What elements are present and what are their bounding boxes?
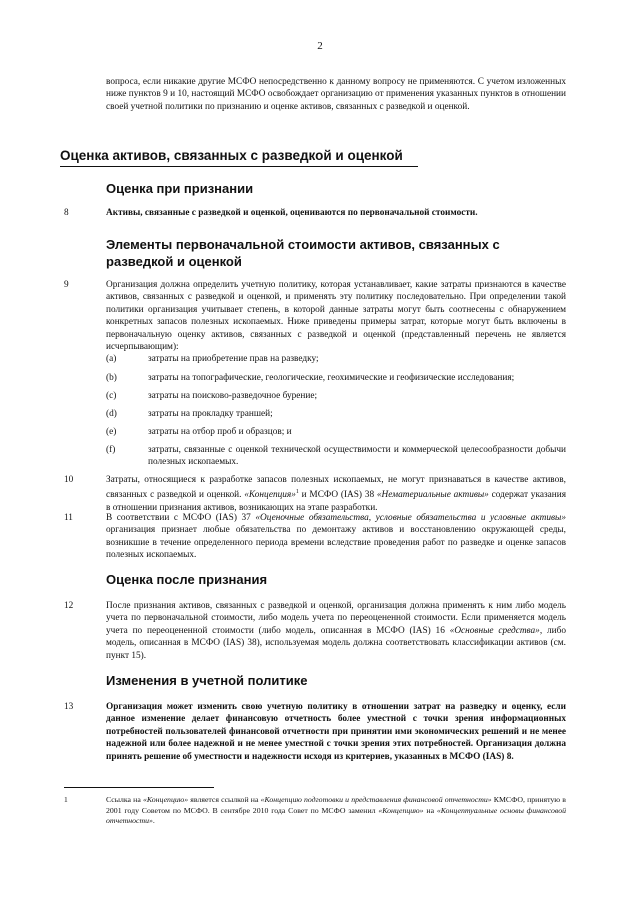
- list-item-text: затраты на прокладку траншей;: [148, 409, 273, 419]
- text-run: В соответствии с МСФО (IAS) 37: [106, 513, 256, 523]
- list-item-text: затраты, связанные с оценкой технической осуществимости и коммерческой целесообразности добычи полезных ископаемых.: [148, 445, 566, 468]
- italic-term: «Концепцию подготовки и представления финансовой отчетности»: [260, 795, 492, 804]
- list-item-text: затраты на приобретение прав на разведку;: [148, 354, 319, 364]
- paragraph-text: [106, 600, 566, 662]
- text-run: Ссылка на: [106, 795, 143, 804]
- italic-term: «Оценочные обязательства, условные обязательства и условные активы»: [255, 513, 566, 523]
- list-item-label: (d): [106, 409, 117, 419]
- section-heading-underline: [60, 166, 418, 167]
- list-item-text: затраты на поисково-разведочное бурение;: [148, 391, 318, 401]
- list-item-label: (c): [106, 391, 117, 401]
- paragraph-number: 10: [64, 475, 74, 485]
- page-number: 2: [317, 40, 323, 52]
- subheading-after-recognition: Оценка после признания: [106, 572, 268, 587]
- intro-paragraph: вопроса, если никакие другие МСФО непосредственно к данному вопросу не применяются. С учетом изложенных ниже пунктов 9 и 10, настоящий МСФО освобождает организацию от применения указанных пунктов в отношении своей учетной политики по признанию и оценке активов, связанных с разведкой и оценкой.: [106, 77, 566, 112]
- italic-term: «Концепцию»: [142, 795, 189, 804]
- footnote-separator: [64, 787, 214, 788]
- footnote-reference[interactable]: 1: [295, 489, 299, 496]
- footnote-text: [106, 795, 566, 827]
- list-item-label: (f): [106, 445, 116, 455]
- section-heading: Оценка активов, связанных с разведкой и оценкой: [60, 148, 403, 163]
- subheading-recognition: Оценка при признании: [106, 181, 254, 196]
- text-run: После признания активов, связанных с разведкой и оценкой, организация должна применять к ним либо модель учета по первоначальной стоимости, либо модель учета по переоцененной стоимости. Если применяется модель учета по переоцененной стоимости (либо модель, описанная в МСФО (IAS) 16: [106, 601, 566, 636]
- italic-term: «Нематериальные активы»: [376, 490, 489, 501]
- paragraph-text: Организация должна определить учетную политику, которая устанавливает, какие затраты признаются в качестве активов, связанных с разведкой и оценкой, и применять эту политику последовательно. При определении такой политики организация учитывает степень, в которой данные затраты могут быть соотнесены с обнаружением конкретных запасов полезных ископаемых. Ниже приведены примеры затрат, которые могут быть включены в первоначальную оценку активов, связанных с разведкой и оценкой (представленный перечень не является исчерпывающим):: [106, 280, 566, 353]
- paragraph-text: [106, 512, 566, 562]
- list-item-text: затраты на отбор проб и образцов; и: [148, 427, 292, 437]
- paragraph-number: 8: [64, 208, 69, 218]
- italic-term: «Концепция»: [244, 490, 296, 501]
- paragraph-text: Организация может изменить свою учетную политику в отношении затрат на разведку и оценку, если данное изменение делает финансовую отчетность более уместной с точки зрения информационных потребностей пользователей финансовой отчетности при принятии ими экономических решений и не менее надежной или более надежной и не менее уместной с точки зрения этих потребностей. Организация должна принять решение об уместности и надежности исходя из критериев, указанных в МСФО (IAS) 8.: [106, 702, 566, 762]
- text-run: Затраты, относящиеся к разработке запасов полезных ископаемых, не могут признаваться в качестве активов, связанных с разведкой и оценкой.: [106, 475, 566, 501]
- text-run: КМСФО, принятую в 2001 году Советом по МСФО. В сентябре 2010 года Совет по МСФО заменил: [106, 795, 566, 815]
- paragraph-number: 12: [64, 601, 74, 611]
- footnote-mark: 1: [64, 795, 68, 804]
- text-run: содержат указания в отношении признания активов, возникающих на этапе разработки.: [106, 490, 566, 513]
- italic-term: «Концепцию»: [378, 805, 424, 815]
- list-item-label: (b): [106, 373, 117, 383]
- subheading-cost-elements: Элементы первоначальной стоимости активов, связанных с разведкой и оценкой: [106, 237, 500, 269]
- text-run: является ссылкой на: [188, 795, 261, 804]
- paragraph-number: 9: [64, 280, 69, 290]
- text-run: .: [152, 816, 155, 825]
- text-run: организация признает любые обязательства по демонтажу активов и восстановлению окружающей среды, возникшие в течение определенного периода времени вследствие проведения работ по разведке и оценке запасов полезных ископаемых.: [106, 525, 566, 561]
- paragraph-text: [106, 474, 566, 514]
- text-run: на: [423, 805, 437, 815]
- list-item-text: затраты на топографические, геологические, геохимические и геофизические исследования;: [148, 373, 515, 383]
- list-item-label: (a): [106, 354, 117, 364]
- paragraph-number: 13: [64, 702, 74, 712]
- italic-term: «Концептуальные основы финансовой отчетности»: [106, 805, 566, 825]
- italic-term: «Основные средства»: [449, 625, 540, 636]
- list-item-label: (e): [106, 427, 117, 437]
- text-run: , либо модель, описанная в МСФО (IAS) 38), используемая модель должна соответствовать классификации активов (см. пункт 15).: [106, 625, 566, 661]
- subheading-policy-changes: Изменения в учетной политике: [106, 673, 308, 688]
- paragraph-number: 11: [64, 513, 73, 523]
- paragraph-text: Активы, связанные с разведкой и оценкой, оцениваются по первоначальной стоимости.: [106, 208, 478, 218]
- text-run: и МСФО (IAS) 38: [298, 490, 377, 501]
